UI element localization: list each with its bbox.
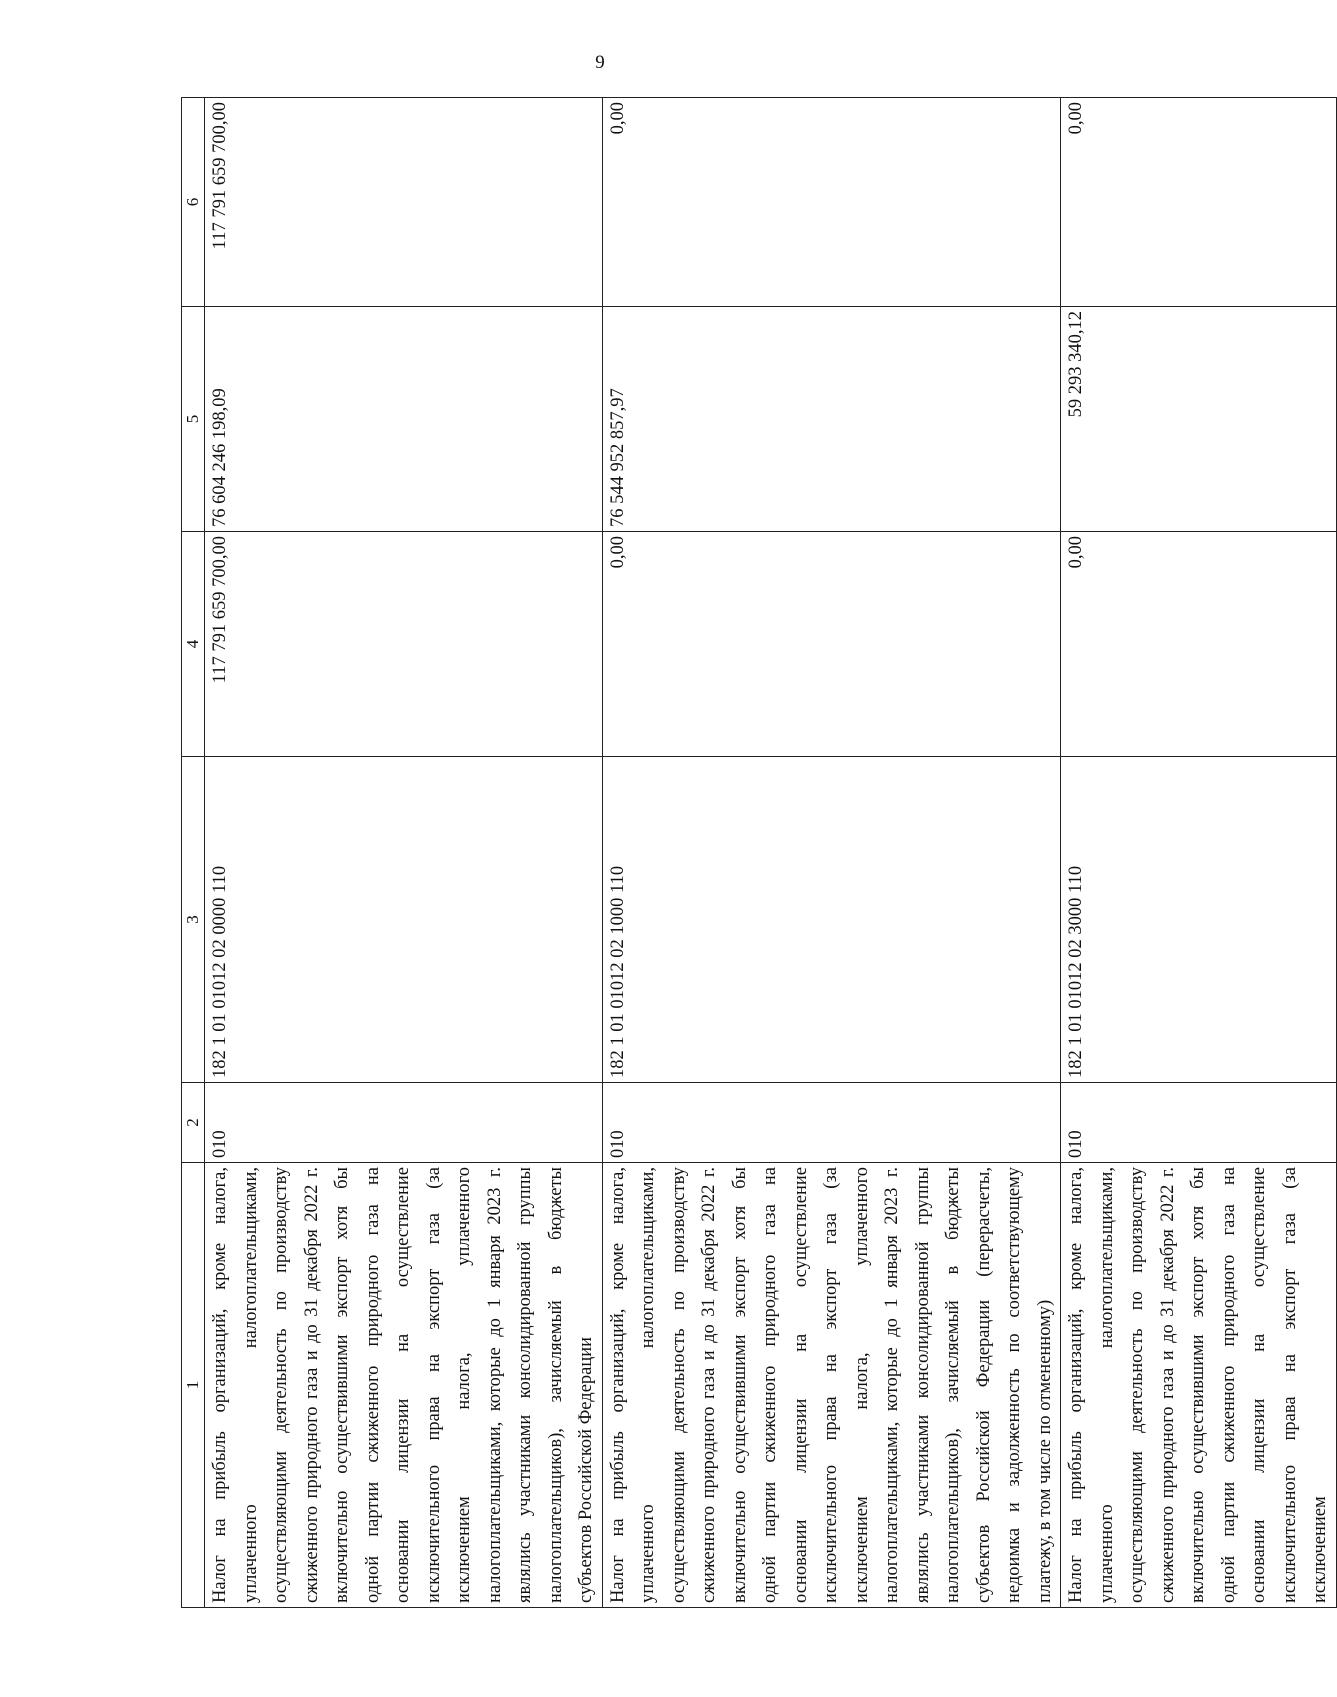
row-code: 010 xyxy=(205,1083,603,1163)
table-container xyxy=(181,98,1330,1608)
table-row xyxy=(602,98,1061,1608)
row-description: Налог на прибыль организаций, кроме налога, уплаченного налогоплательщиками, осуществляющими деятельность по производству сжиженного природного газа и до 31 декабря 2022 г. включительно осуществившими экспорт хотя бы одной партии сжиженного природного газа на основании лицензии на осуществление исключительного права на экспорт газа (за исключением налога, уплаченного налогоплательщиками, которые до 1 января 2023 г. являлись участниками консолидированной группы налогоплательщиков), зачисляемый в бюджеты субъектов Российской Федерации xyxy=(205,1163,603,1608)
page-number: 9 xyxy=(595,52,605,73)
row-kbk: 182 1 01 01012 02 3000 110 xyxy=(1061,757,1337,1083)
row-col5-value: 76 544 952 857,97 xyxy=(602,307,1061,532)
header-row xyxy=(182,98,205,1608)
row-col5-value: 76 604 246 198,09 xyxy=(205,307,603,532)
row-col4-value: 0,00 xyxy=(602,532,1061,757)
revenue-table xyxy=(181,97,1337,1608)
header-col-6: 6 xyxy=(182,98,205,307)
header-col-5: 5 xyxy=(182,307,205,532)
row-col4-value: 0,00 xyxy=(1061,532,1337,757)
header-col-1: 1 xyxy=(182,1163,205,1608)
row-col6-value: 0,00 xyxy=(1061,98,1337,307)
row-kbk: 182 1 01 01012 02 1000 110 xyxy=(602,757,1061,1083)
row-col6-value: 117 791 659 700,00 xyxy=(205,98,603,307)
row-code: 010 xyxy=(602,1083,1061,1163)
row-col6-value: 0,00 xyxy=(602,98,1061,307)
row-description: Налог на прибыль организаций, кроме налога, уплаченного налогоплательщиками, осуществляющими деятельность по производству сжиженного природного газа и до 31 декабря 2022 г. включительно осуществившими экспорт хотя бы одной партии сжиженного природного газа на основании лицензии на осуществление исключительного права на экспорт газа (за исключением налога, уплаченного налогоплательщиками, которые до 1 января 2023 г. являлись участниками консолидированной группы налогоплательщиков), зачисляемый в бюджеты субъектов Российской Федерации (перерасчеты, недоимка и задолженность по соответствующему платежу, в том числе по отмененному) xyxy=(602,1163,1061,1608)
header-col-3: 3 xyxy=(182,757,205,1083)
row-col4-value: 117 791 659 700,00 xyxy=(205,532,603,757)
row-kbk: 182 1 01 01012 02 0000 110 xyxy=(205,757,603,1083)
row-description: Налог на прибыль организаций, кроме налога, уплаченного налогоплательщиками, осуществляющими деятельность по производству сжиженного природного газа и до 31 декабря 2022 г. включительно осуществившими экспорт хотя бы одной партии сжиженного природного газа на основании лицензии на осуществление исключительного права на экспорт газа (за исключением xyxy=(1061,1163,1337,1608)
header-col-4: 4 xyxy=(182,532,205,757)
rotated-table-wrapper xyxy=(181,98,1330,1608)
table-row xyxy=(1061,98,1337,1608)
header-col-2: 2 xyxy=(182,1083,205,1163)
row-col5-value: 59 293 340,12 xyxy=(1061,307,1337,532)
table-row xyxy=(205,98,603,1608)
row-code: 010 xyxy=(1061,1083,1337,1163)
